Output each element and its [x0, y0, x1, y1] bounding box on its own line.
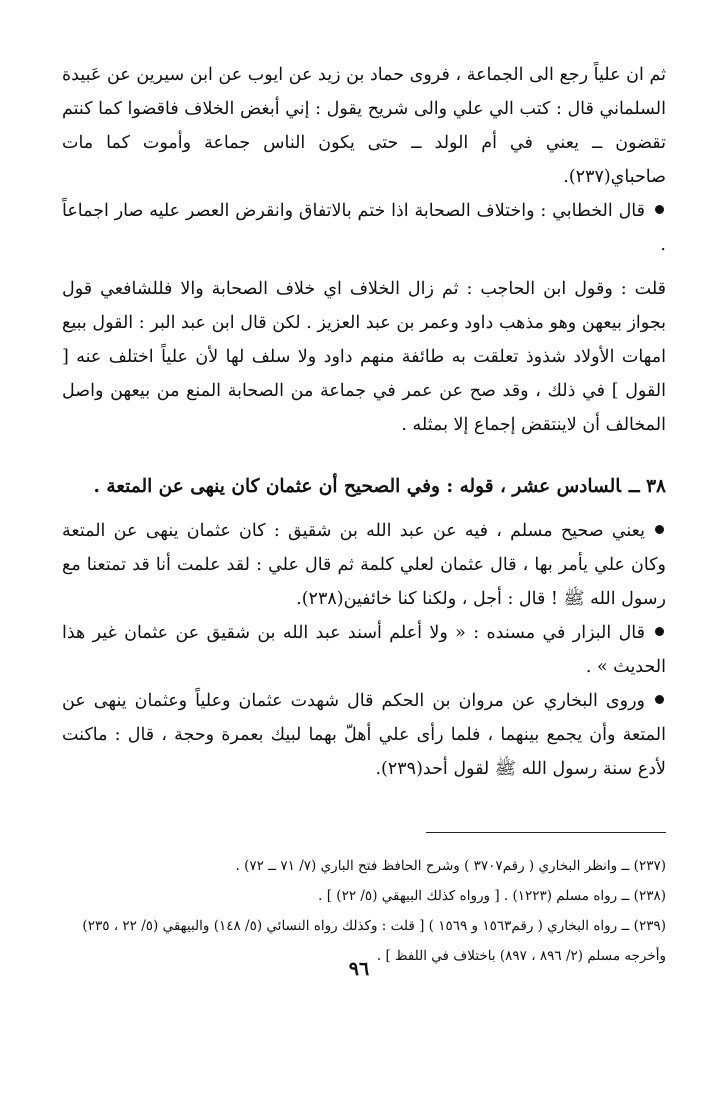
paragraph-text: ثم ان علياً رجع الى الجماعة ، فروى حماد بن زيد عن ايوب عن ابن سيرين عن عَبيدة السلماني قال : كتب الي علي والى شريح يقول : إني أبغض الخلاف فاقضوا كما كنتم تقضون ــ يعني في أم الولد ــ حتى يكون الناس جماعة وأموت كما مات صاحباي(٢٣٧).	[62, 65, 666, 187]
footnote-239: (٢٣٩) ــ رواه البخاري ( رقم١٥٦٣ و ١٥٦٩ ) [ قلت : وكذلك رواه النسائي (٥/ ١٤٨) والبيهقي (٥/ ٢٢ ، ٢٣٥) وأخرجه مسلم (٢/ ٨٩٦ ، ٨٩٧) باختلاف في اللفظ ] .	[82, 918, 666, 964]
section-title: السادس عشر ، قوله : وفي الصحيح أن عثمان كان ينهى عن المتعة .	[93, 476, 621, 497]
bullet-icon	[655, 627, 664, 636]
footnote-divider	[426, 832, 666, 833]
bullet-icon	[655, 525, 664, 534]
paragraph-bukhari	[62, 684, 666, 786]
paragraph-text: قال البزار في مسنده : « ولا أعلم أسند عبد الله بن شقيق عن عثمان غير هذا الحديث » .	[62, 623, 666, 677]
paragraph-text: وروى البخاري عن مروان بن الحكم قال شهدت عثمان وعلياً وعثمان ينهى عن المتعة وأن يجمع بينهما ، فلما رأى علي أهلّ بهما لبيك بعمرة وحجة ، قال : ماكنت لأدع سنة رسول الله ﷺ لقول أحد(٢٣٩).	[62, 691, 666, 779]
paragraph-ibn-al-hajib	[62, 272, 666, 442]
footnotes	[62, 851, 666, 971]
bullet-icon	[655, 695, 664, 704]
paragraph-sahih-muslim	[62, 514, 666, 616]
footnote-237: (٢٣٧) ــ وانظر البخاري ( رقم٣٧٠٧ ) وشرح الحافظ فتح الباري (٧/ ٧١ ــ ٧٢) .	[235, 858, 666, 874]
section-number: ٣٨ ــ	[628, 476, 666, 497]
section-heading	[62, 470, 666, 504]
paragraph-bazzar	[62, 616, 666, 684]
bullet-icon	[655, 205, 664, 214]
paragraph-umm-al-walad	[62, 58, 666, 194]
paragraph-khattabi	[62, 194, 666, 262]
book-page	[62, 58, 666, 1058]
footnote-238: (٢٣٨) ــ رواه مسلم (١٢٢٣) . [ ورواه كذلك البيهقي (٥/ ٢٢) ] .	[318, 888, 666, 904]
paragraph-text: يعني صحيح مسلم ، فيه عن عبد الله بن شقيق : كان عثمان ينهى عن المتعة وكان علي يأمر بها ، قال عثمان لعلي كلمة ثم قال علي : لقد علمت أنا قد تمتعنا مع رسول الله ﷺ ! قال : أجل ، ولكنا كنا خائفين(٢٣٨).	[62, 521, 666, 609]
paragraph-text: قلت : وقول ابن الحاجب : ثم زال الخلاف اي خلاف الصحابة والا فللشافعي قول بجواز بيعهن وهو مذهب داود وعمر بن عبد العزيز . لكن قال ابن عبد البر : القول ببيع امهات الأولاد شذوذ تعلقت به طائفة منهم داود ولا سلف لها لأن علياً اختلف عنه [ القول ] في ذلك ، وقد صح عن عمر في جماعة من الصحابة المنع من بيعهن واصل المخالف أن لاينتقض إجماع إلا بمثله .	[62, 279, 666, 435]
paragraph-text: قال الخطابي : واختلاف الصحابة اذا ختم بالاتفاق وانقرض العصر عليه صار اجماعاً .	[62, 201, 666, 255]
page-number: ٩٦	[348, 958, 370, 980]
